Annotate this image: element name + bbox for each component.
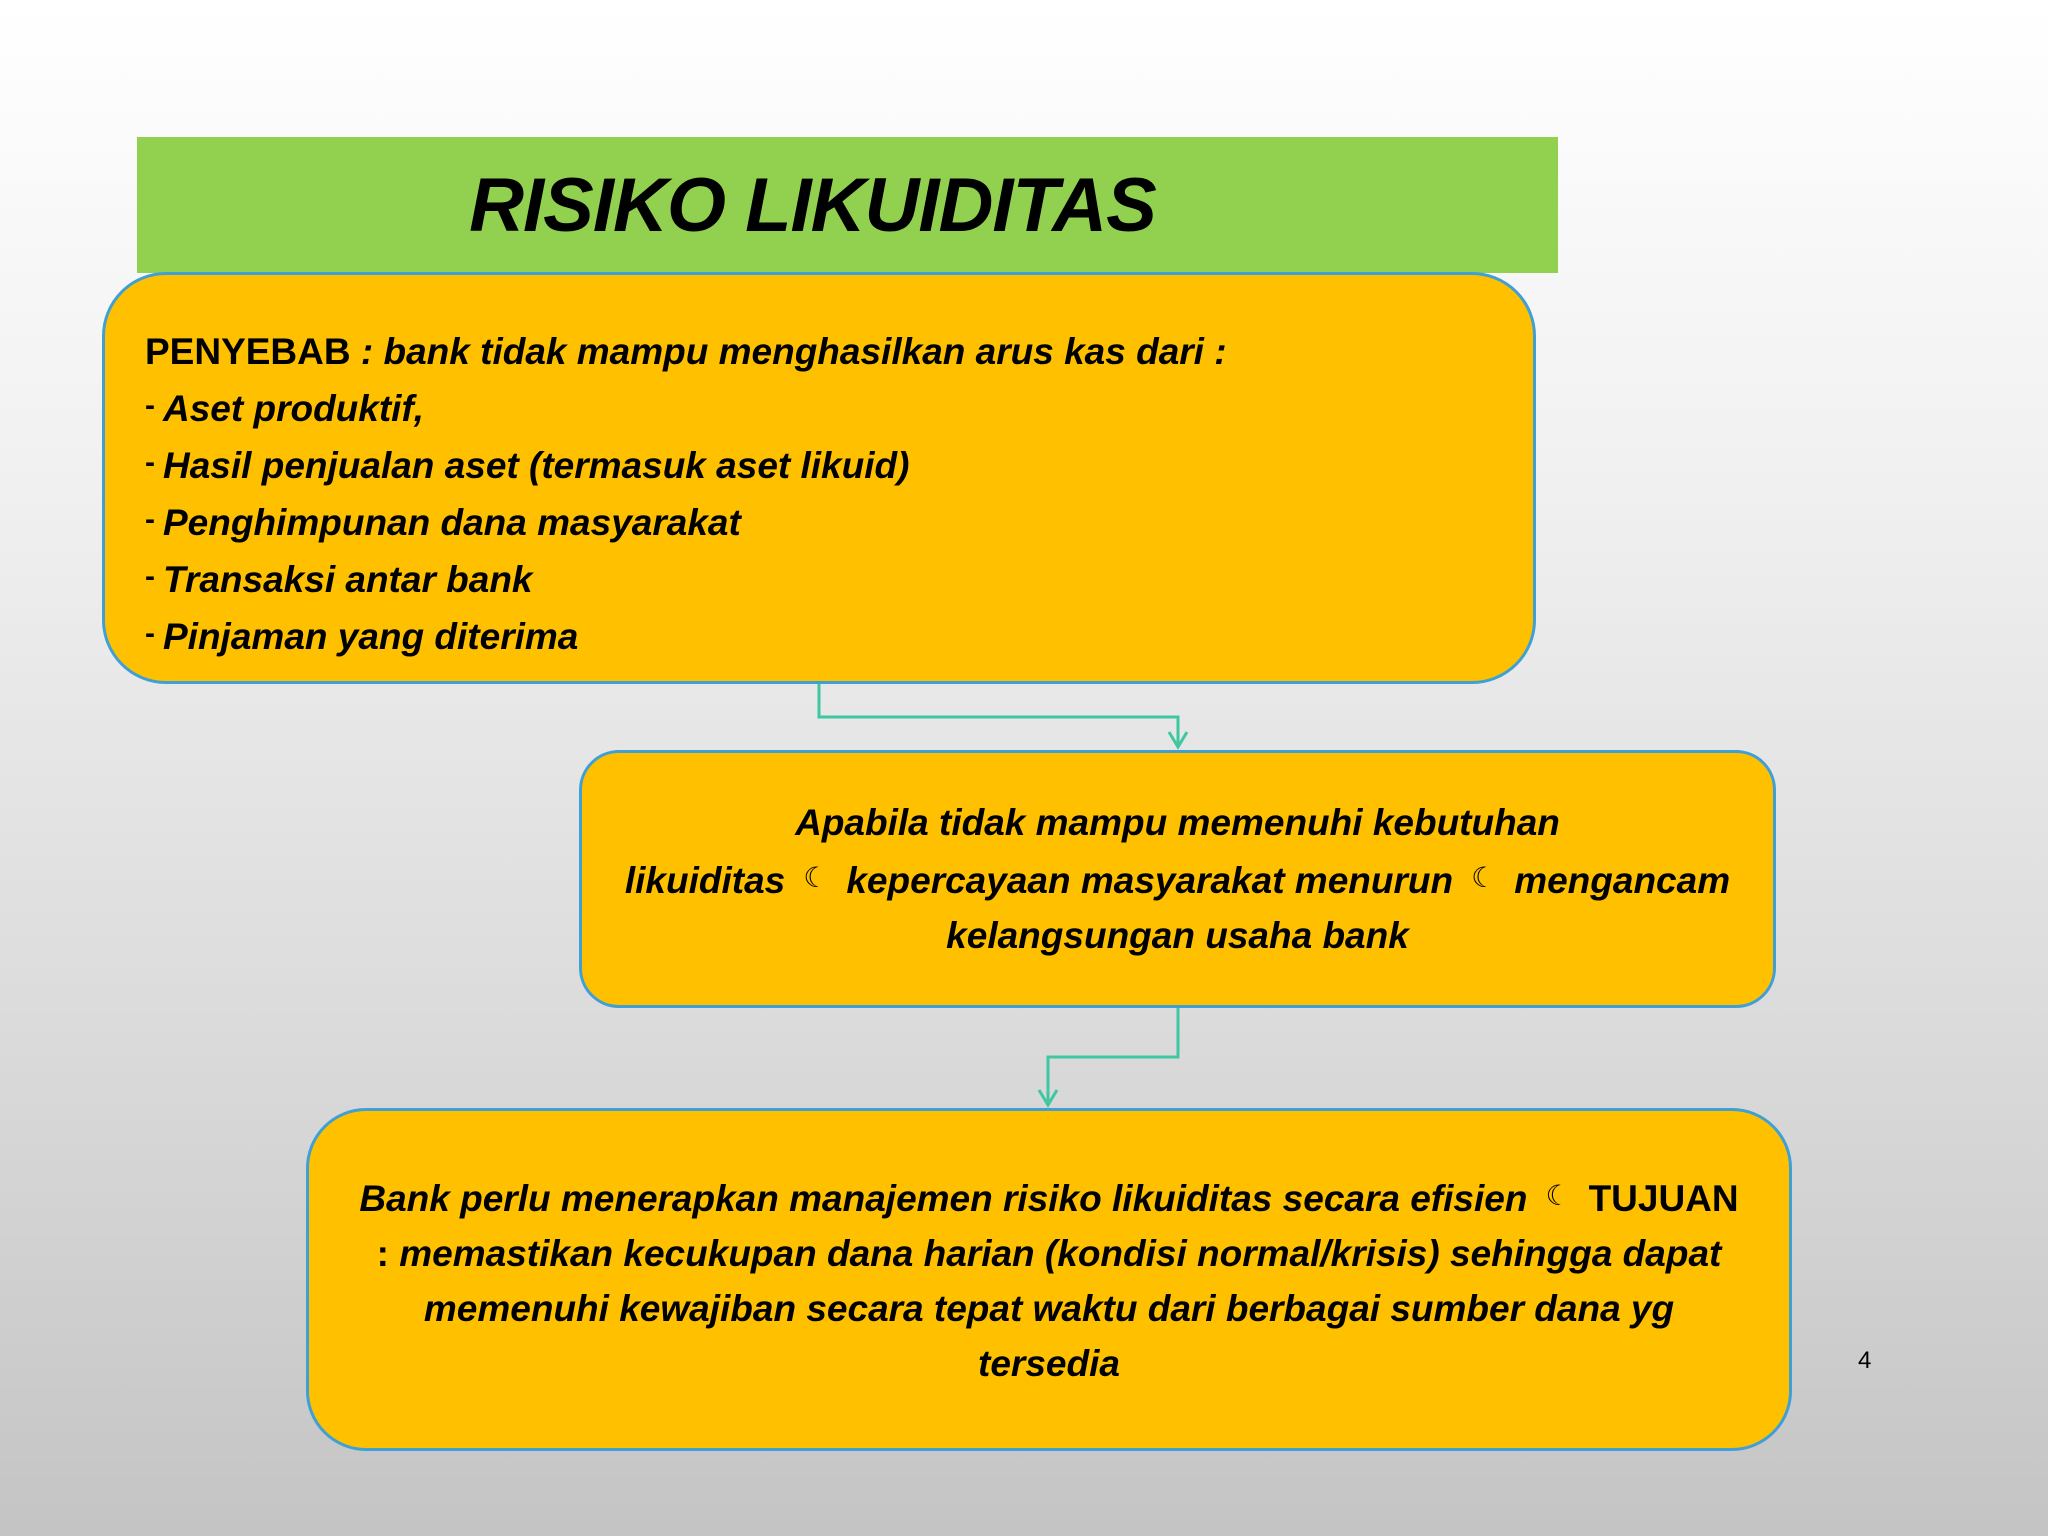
cause-item-text: Aset produktif,: [163, 388, 425, 429]
bullet-dash: -: [145, 446, 155, 479]
cause-item-text: Penghimpunan dana masyarakat: [163, 502, 741, 543]
solution-part2: memastikan kecukupan dana harian (kondisi normal/krisis) sehingga dapat memenuhi kewajiban secara tepat waktu dari berbagai sumber dana yg tersedia: [399, 1233, 1722, 1384]
slide-title: RISIKO LIKUIDITAS: [469, 162, 1156, 248]
moon-arrow-icon: ☾: [803, 862, 829, 893]
cause-item-text: Pinjaman yang diterima: [163, 616, 579, 657]
moon-arrow-icon: ☾: [1471, 862, 1497, 893]
solution-keyword: TUJUAN :: [376, 1178, 1739, 1274]
bullet-dash: -: [145, 389, 155, 422]
page-number: 4: [1858, 1347, 1872, 1374]
bullet-dash: -: [145, 560, 155, 593]
bullet-dash: -: [145, 503, 155, 536]
connector-effect-to-solution: [1048, 1008, 1178, 1104]
effect-part2: kepercayaan masyarakat menurun: [846, 860, 1454, 901]
connector-cause-to-effect: [819, 684, 1178, 746]
effect-part1: Apabila tidak mampu memenuhi kebutuhan likuiditas: [624, 802, 1560, 901]
cause-keyword: PENYEBAB: [145, 331, 351, 372]
solution-part1: Bank perlu menerapkan manajemen risiko likuiditas secara efisien: [359, 1178, 1528, 1219]
moon-arrow-icon: ☾: [1545, 1180, 1571, 1211]
cause-item-text: Transaksi antar bank: [163, 559, 533, 600]
bullet-dash: -: [145, 617, 155, 650]
cause-item-text: Hasil penjualan aset (termasuk aset likuid): [163, 445, 910, 486]
cause-lead-text: : bank tidak mampu menghasilkan arus kas dari :: [350, 331, 1227, 372]
effect-part3: mengancam kelangsungan usaha bank: [946, 860, 1731, 956]
